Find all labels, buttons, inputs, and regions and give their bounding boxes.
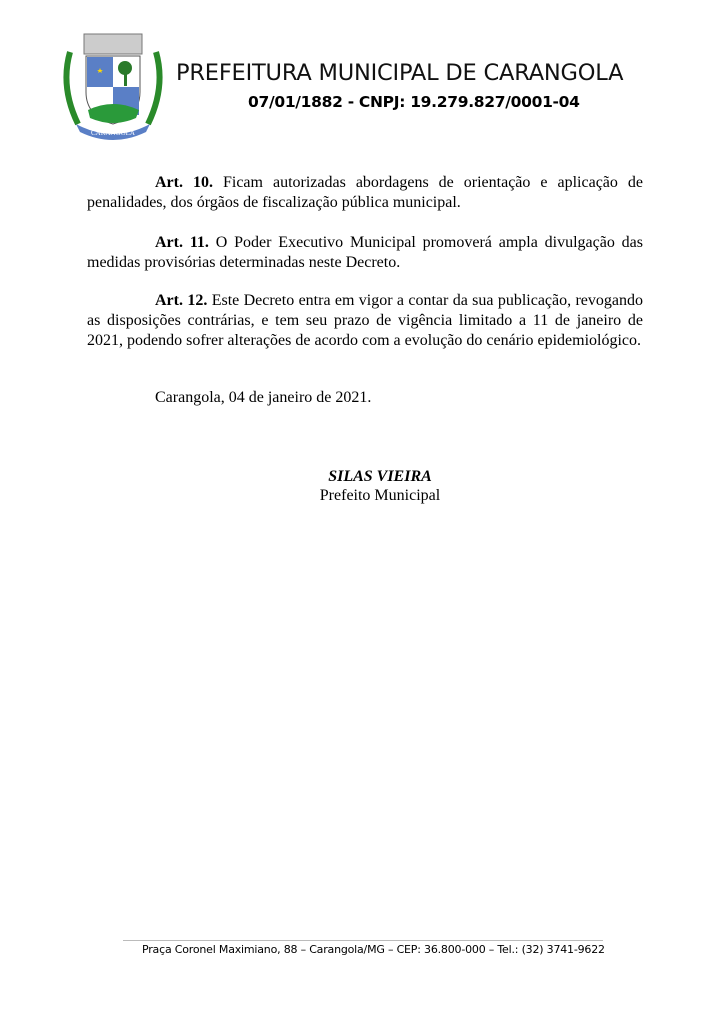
article-text: O Poder Executivo Municipal promoverá ampla divulgação das medidas provisórias determinadas neste Decreto. [87, 234, 643, 271]
article-label: Art. 12. [155, 292, 208, 309]
article-10 [87, 173, 643, 213]
signature-name: SILAS VIEIRA [328, 468, 432, 485]
signature-role: Prefeito Municipal [319, 487, 441, 504]
header-title: PREFEITURA MUNICIPAL DE CARANGOLA [176, 60, 624, 86]
article-text: Ficam autorizadas abordagens de orientação e aplicação de penalidades, dos órgãos de fiscalização pública municipal. [87, 174, 644, 211]
article-11 [87, 233, 643, 273]
svg-text:CARANGOLA: CARANGOLA [91, 129, 135, 137]
municipal-coat-of-arms-logo [56, 32, 170, 144]
place-date-text: Carangola, 04 de janeiro de 2021. [155, 389, 372, 406]
header-subtitle: 07/01/1882 - CNPJ: 19.279.827/0001-04 [248, 93, 580, 111]
footer-divider [123, 940, 603, 941]
place-date [87, 388, 643, 408]
article-text: Este Decreto entra em vigor a contar da sua publicação, revogando as disposições contrárias, e tem seu prazo de vigência limitado a 11 de janeiro de 2021, podendo sofrer alterações de acordo com a evolução do cenário epidemiológico. [87, 292, 644, 349]
article-12 [87, 291, 643, 350]
footer-address: Praça Coronel Maximiano, 88 – Carangola/MG – CEP: 36.800-000 – Tel.: (32) 3741-9622 [142, 943, 605, 956]
article-label: Art. 11. [155, 234, 209, 251]
article-label: Art. 10. [155, 174, 213, 191]
